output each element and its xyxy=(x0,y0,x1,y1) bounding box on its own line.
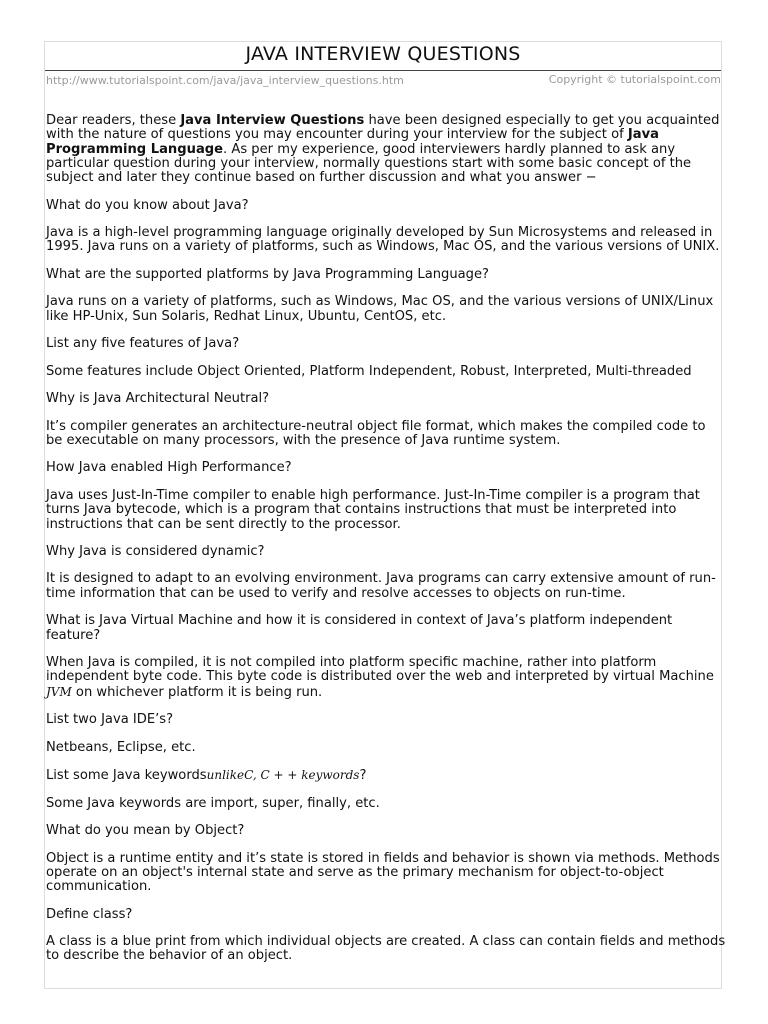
intro-text-1: Dear readers, these xyxy=(46,113,181,128)
copyright-notice: Copyright © tutorialspoint.com xyxy=(548,73,721,86)
answer-7-text-1: When Java is compiled, it is not compiled into platform specific machine, rather into platform independent byte code. This byte code is distributed over the web and interpreted by virtual Machine xyxy=(46,655,714,685)
answer-5: Java uses Just-In-Time compiler to enable high performance. Just-In-Time compiler is a program that turns Java bytecode, which is a program that contains instructions that must be interpreted into instructions that can be sent directly to the processor. xyxy=(46,487,700,532)
answer-1: Java is a high-level programming language originally developed by Sun Microsystems and released in 1995. Java runs on a variety of platforms, such as Windows, Mac OS, and the various versions of UNIX. xyxy=(46,225,720,255)
intro-bold-2: Java Programming Language xyxy=(46,127,659,157)
answer-3: Some features include Object Oriented, Platform Independent, Robust, Interpreted, Multi-threaded xyxy=(46,363,692,379)
keywords-math-term: unlikeC, C + + keywords xyxy=(206,768,360,783)
answer-6: It is designed to adapt to an evolving environment. Java programs can carry extensive amount of run-time information that can be used to verify and resolve accesses to objects on run-time. xyxy=(46,571,716,601)
question-1: What do you know about Java? xyxy=(46,197,249,213)
question-3: List any five features of Java? xyxy=(46,336,240,352)
answer-7-text-2: on whichever platform it is being run. xyxy=(71,684,323,700)
answer-2: Java runs on a variety of platforms, such as Windows, Mac OS, and the various versions of UNIX/Linux like HP-Unix, Sun Solaris, Redhat Linux, Ubuntu, CentOS, etc. xyxy=(46,294,714,324)
question-4: Why is Java Architectural Neutral? xyxy=(46,391,270,407)
question-9 xyxy=(46,768,726,783)
source-url[interactable]: http://www.tutorialspoint.com/java/java_interview_questions.htm xyxy=(46,74,404,87)
question-9-text-1: List some Java keywords xyxy=(46,768,207,784)
question-6: Why Java is considered dynamic? xyxy=(46,544,265,559)
answer-4: It’s compiler generates an architecture-neutral object file format, which makes the compiled code to be executable on many processors, with the presence of Java runtime system. xyxy=(46,418,706,448)
question-7: What is Java Virtual Machine and how it is considered in context of Java’s platform independent feature? xyxy=(46,613,673,643)
intro-text-2: have been designed especially to get you acquainted with the nature of questions you may encounter during your interview for the subject of xyxy=(46,113,720,143)
answer-7 xyxy=(46,656,726,700)
question-10: What do you mean by Object? xyxy=(46,823,245,839)
intro-text-3: . As per my experience, good interviewers hardly planned to ask any particular question during your interview, normally questions start with some basic concept of the subject and later they continue based on further discussion and what you answer − xyxy=(46,141,692,186)
document-page xyxy=(44,41,726,989)
answer-11: A class is a blue print from which individual objects are created. A class can contain fields and methods to describe the behavior of an object. xyxy=(46,934,726,964)
question-8: List two Java IDE’s? xyxy=(46,712,174,728)
intro-bold-1: Java Interview Questions xyxy=(180,113,365,128)
question-9-text-2: ? xyxy=(359,768,367,784)
jvm-math-term: JVM xyxy=(46,684,72,699)
answer-9: Some Java keywords are import, super, finally, etc. xyxy=(46,795,380,811)
document-body xyxy=(46,114,726,977)
question-11: Define class? xyxy=(46,906,133,922)
intro-paragraph xyxy=(46,114,726,185)
question-5: How Java enabled High Performance? xyxy=(46,460,292,476)
answer-8: Netbeans, Eclipse, etc. xyxy=(46,739,196,755)
page-title: JAVA INTERVIEW QUESTIONS xyxy=(245,43,521,65)
question-2: What are the supported platforms by Java Programming Language? xyxy=(46,266,489,282)
header-rule xyxy=(45,70,721,71)
answer-10: Object is a runtime entity and it’s state is stored in fields and behavior is shown via methods. Methods operate on an object's internal state and serve as the primary mechanism for object-to-object communication. xyxy=(46,850,720,895)
